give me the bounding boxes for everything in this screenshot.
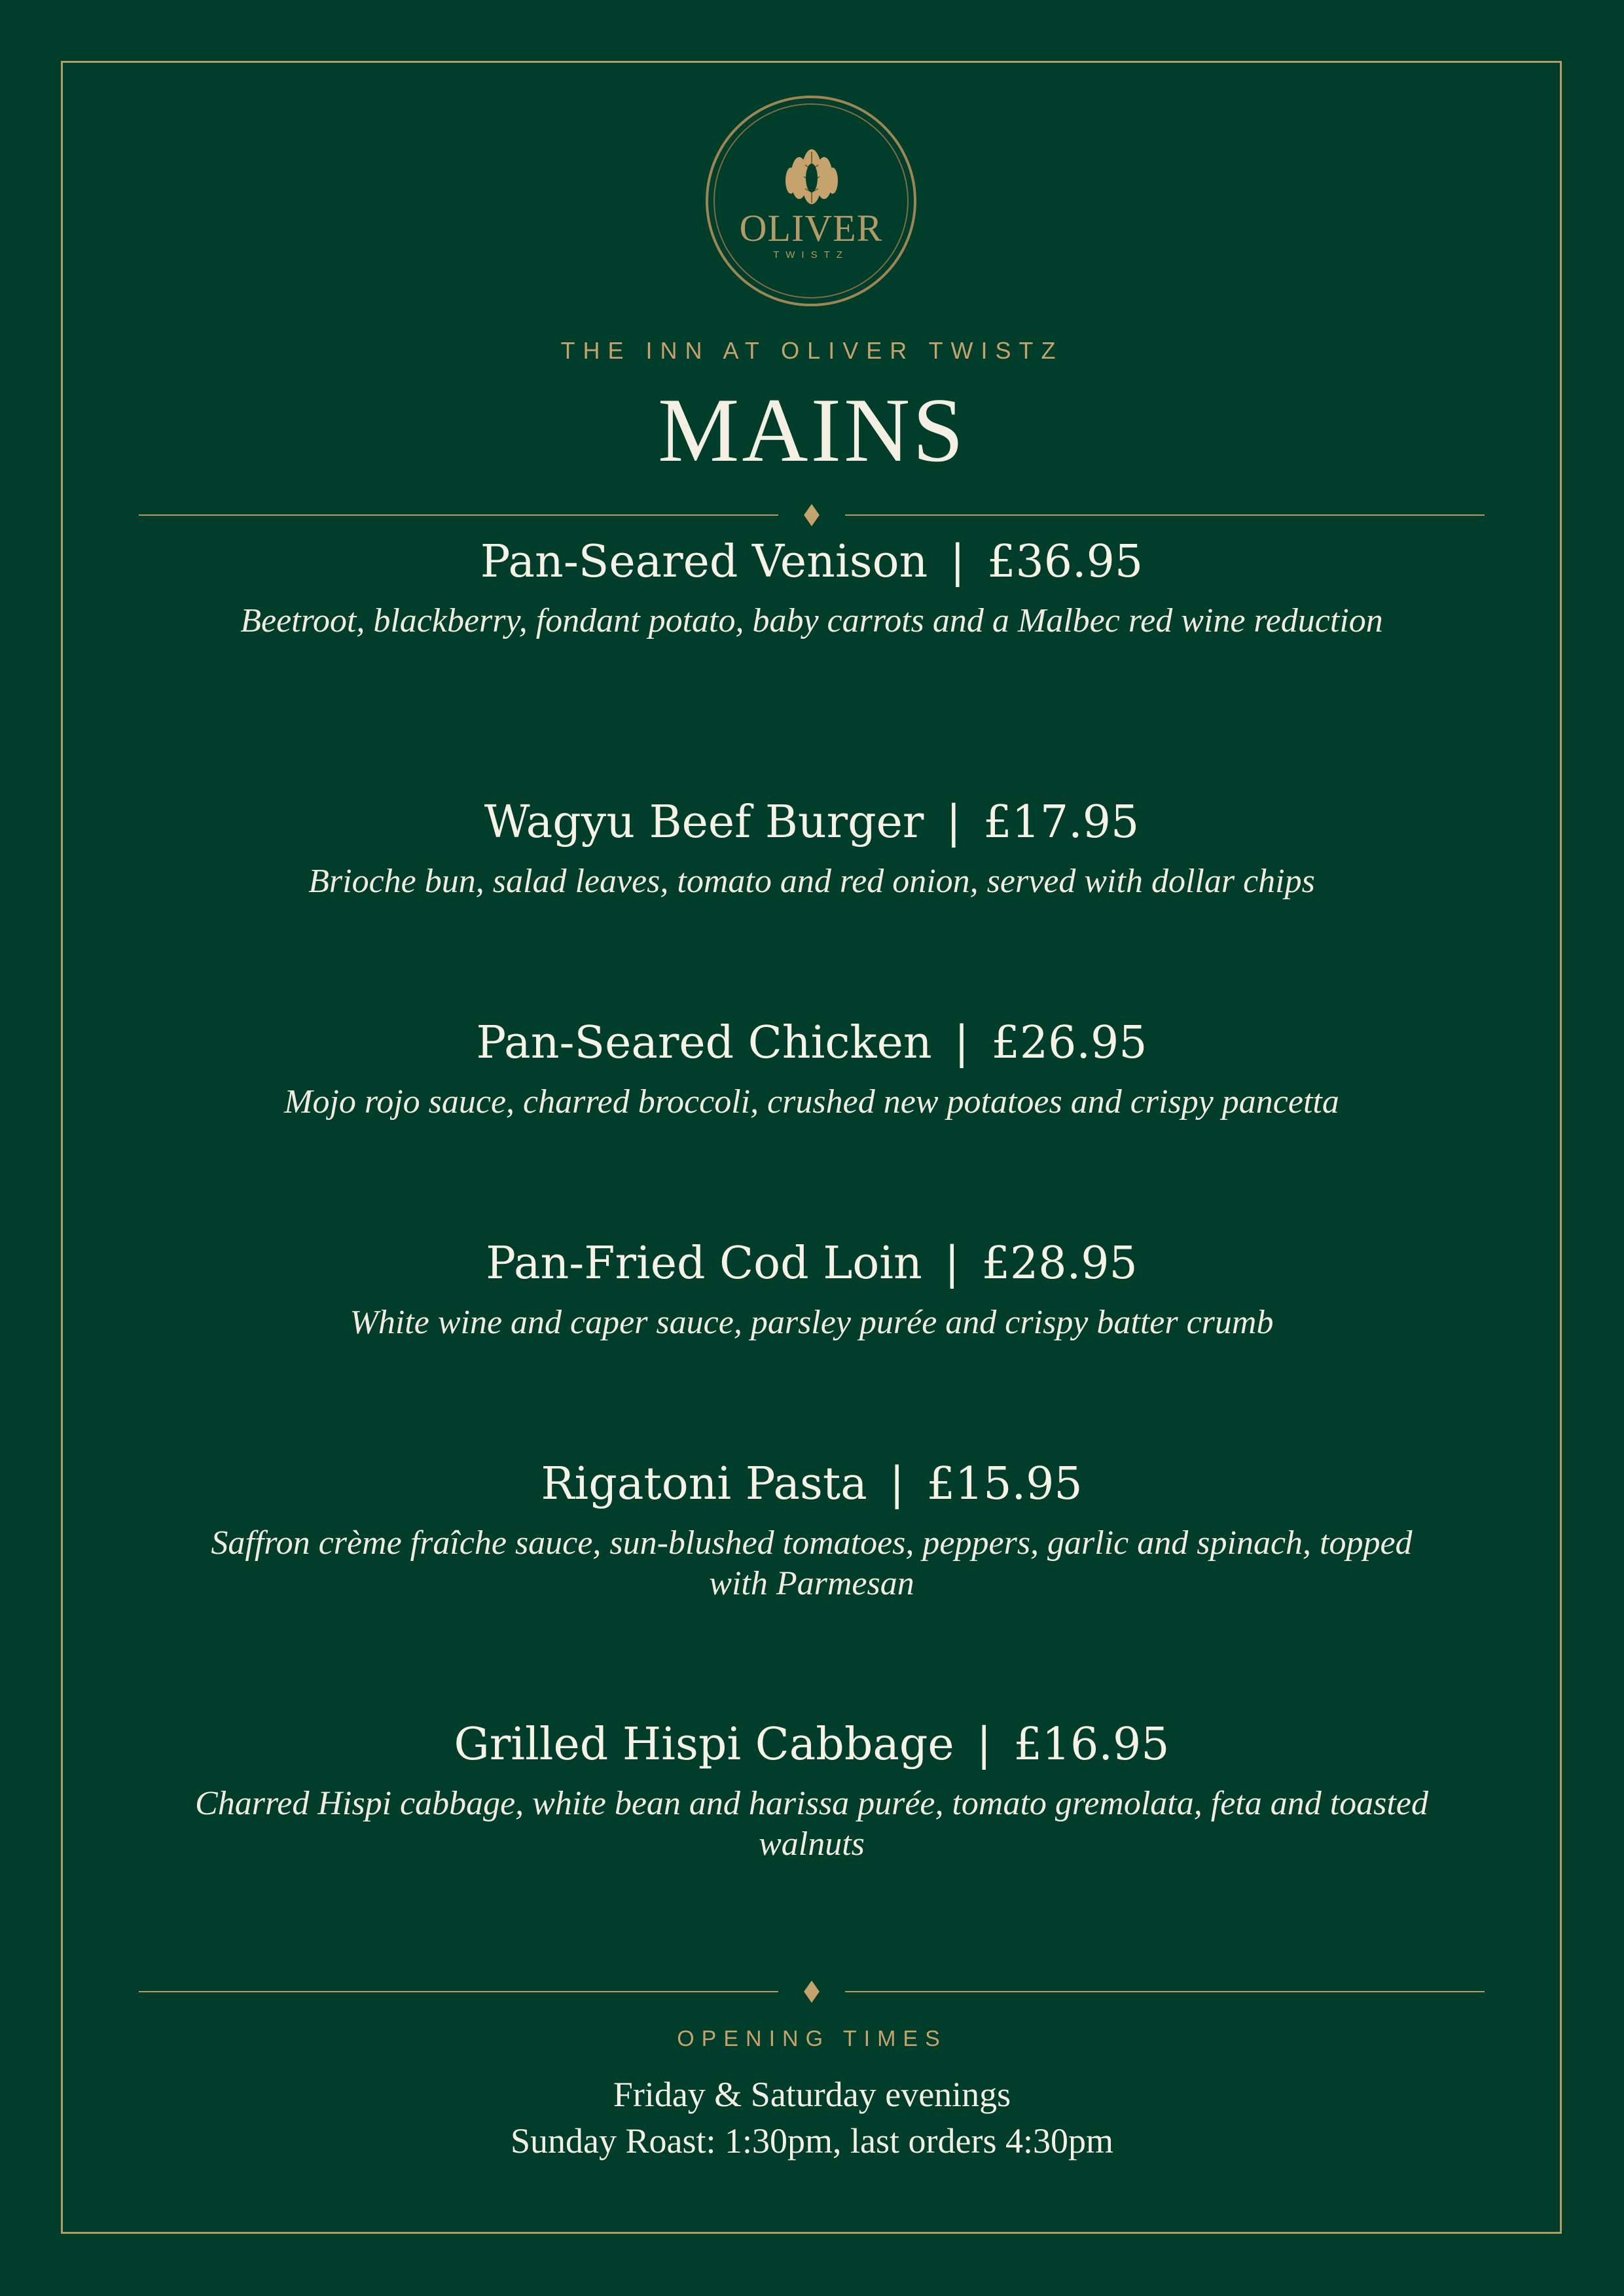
diamond-ornament-icon [804, 504, 820, 526]
menu-item-venison [139, 537, 1485, 641]
menu-item-price: £36.95 [987, 536, 1144, 588]
menu-item-heading [139, 1459, 1485, 1510]
menu-item-heading [139, 537, 1485, 588]
menu-item-price: £17.95 [983, 797, 1140, 848]
divider-line-right [845, 1991, 1485, 1992]
diamond-ornament-icon [804, 1981, 820, 2003]
venue-name: THE INN AT OLIVER TWISTZ [560, 337, 1064, 364]
menu-item-description: White wine and caper sauce, parsley purée and crispy batter crumb [350, 1304, 1274, 1342]
divider-line-left [139, 514, 778, 516]
menu-item-hispi-cabbage [139, 1719, 1485, 1864]
menu-item-description: Brioche bun, salad leaves, tomato and red onion, served with dollar chips [308, 863, 1315, 901]
menu-item-price: £28.95 [981, 1238, 1138, 1289]
menu-item-description: Charred Hispi cabbage, white bean and harissa purée, tomato gremolata, feta and toasted walnuts [195, 1785, 1428, 1863]
divider-line-right [845, 514, 1485, 516]
menu-item-name: Rigatoni Pasta [541, 1458, 867, 1510]
price-separator: | [950, 536, 965, 588]
oliver-twistz-logo [706, 96, 916, 306]
menu-item-name: Pan-Seared Venison [480, 536, 928, 588]
menu-item-description: Mojo rojo sauce, charred broccoli, crushed new potatoes and crispy pancetta [284, 1083, 1339, 1121]
menu-item-heading [139, 1018, 1485, 1069]
menu-item-description: Beetroot, blackberry, fondant potato, baby carrots and a Malbec red wine reduction [240, 602, 1383, 640]
price-separator: | [954, 1017, 969, 1069]
price-separator: | [889, 1458, 905, 1510]
menu-item-description: Saffron crème fraîche sauce, sun-blushed tomatoes, peppers, garlic and spinach, topped with Parmesan [211, 1524, 1413, 1602]
divider-line-left [139, 1991, 778, 1992]
footer-divider [139, 1979, 1485, 2005]
menu-item-price: £26.95 [991, 1017, 1147, 1069]
menu-item-heading [139, 1238, 1485, 1289]
opening-times-line: Friday & Saturday evenings [613, 2075, 1011, 2114]
menu-item-heading [139, 797, 1485, 848]
menu-item-name: Pan-Fried Cod Loin [486, 1238, 922, 1289]
menu-item-name: Pan-Seared Chicken [476, 1017, 932, 1069]
price-separator: | [946, 797, 962, 848]
menu-item-price: £16.95 [1013, 1719, 1170, 1770]
logo-wordmark: OLIVER [739, 207, 883, 249]
header-divider [139, 502, 1485, 528]
menu-item-name: Wagyu Beef Burger [484, 797, 924, 848]
price-separator: | [976, 1719, 992, 1770]
logo-subtext: TWISTZ [773, 249, 849, 260]
menu-item-rigatoni [139, 1459, 1485, 1604]
menu-item-chicken [139, 1018, 1485, 1122]
menu-item-wagyu-burger [139, 797, 1485, 902]
price-separator: | [944, 1238, 960, 1289]
page-title: MAINS [657, 380, 967, 481]
wheat-emblem-icon [783, 145, 840, 208]
menu-item-heading [139, 1719, 1485, 1770]
opening-times-line: Sunday Roast: 1:30pm, last orders 4:30pm [511, 2121, 1113, 2161]
menu-item-price: £15.95 [926, 1458, 1083, 1510]
menu-item-name: Grilled Hispi Cabbage [454, 1719, 954, 1770]
opening-times-heading: OPENING TIMES [677, 2026, 947, 2051]
menu-item-cod-loin [139, 1238, 1485, 1343]
